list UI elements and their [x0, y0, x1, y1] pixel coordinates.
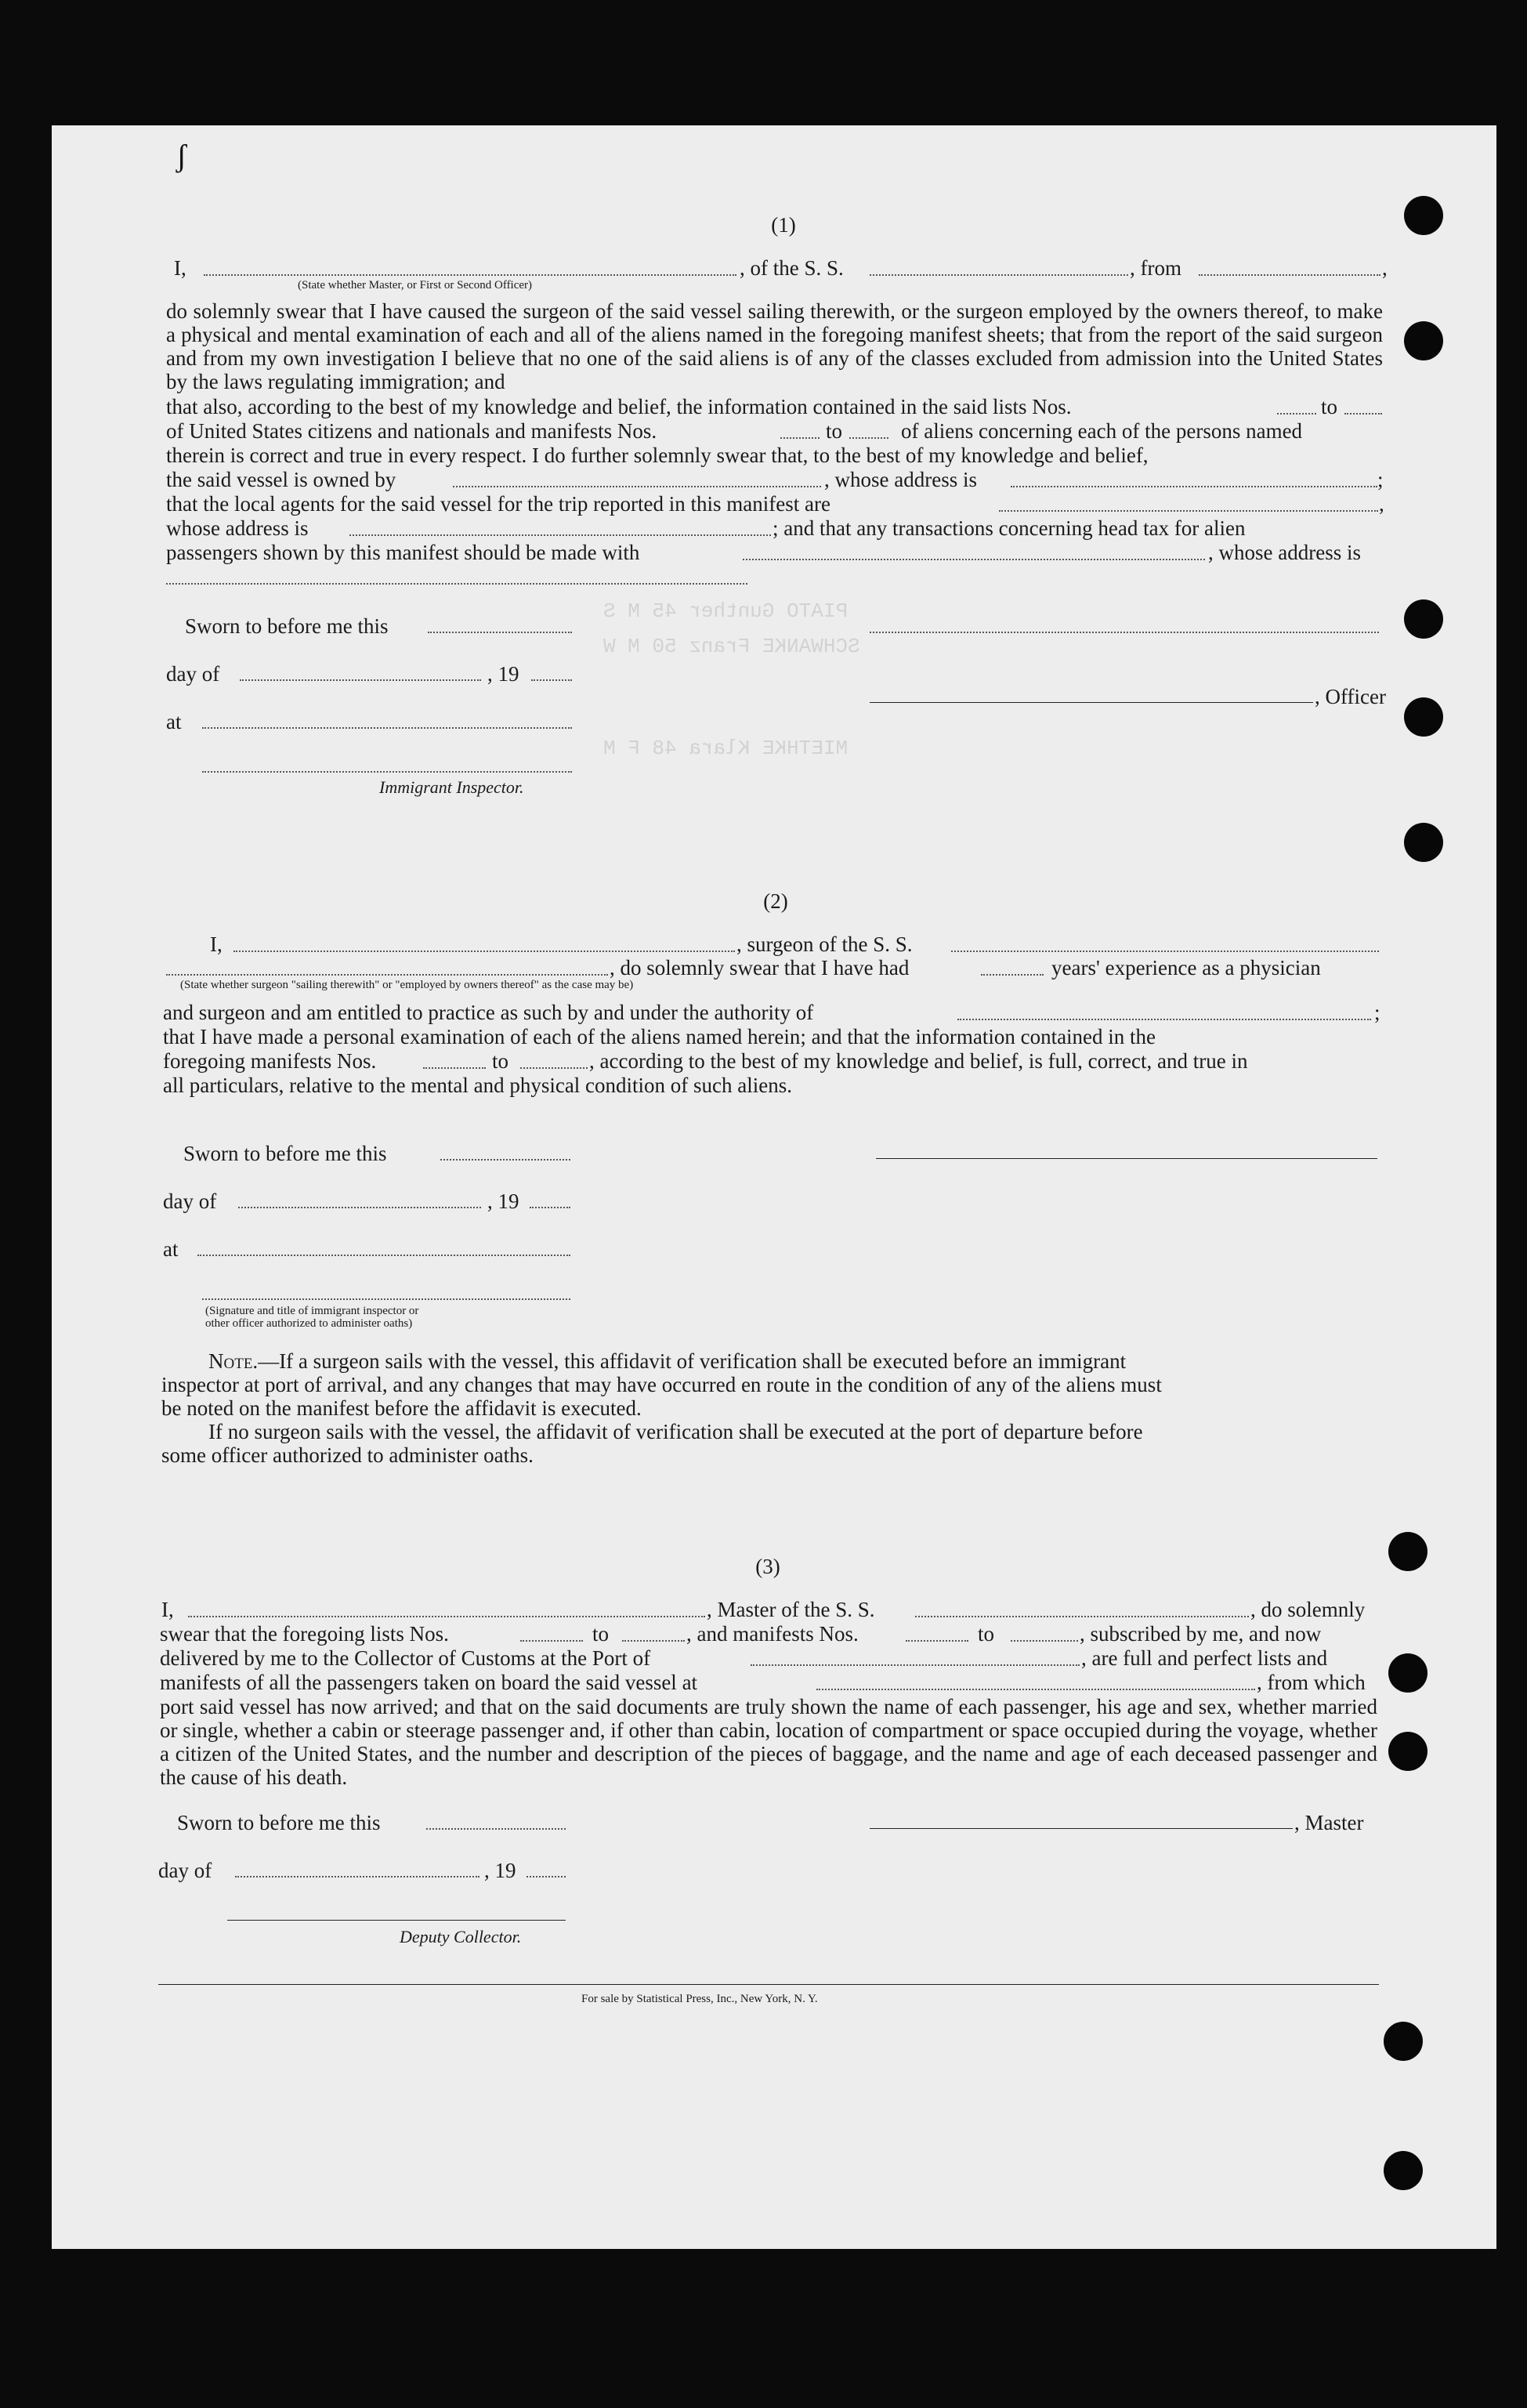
blank-field	[204, 274, 736, 276]
binder-hole	[1404, 823, 1443, 862]
blank-field	[1277, 413, 1316, 415]
s1-whose-address-2: whose address is	[166, 516, 309, 540]
blank-field	[751, 1664, 1080, 1666]
blank-field	[981, 974, 1044, 976]
semicolon: ;	[1377, 468, 1384, 491]
blank-field	[530, 1207, 570, 1208]
blank-field	[1011, 486, 1377, 487]
s2-to: to	[492, 1049, 509, 1073]
s2-all-particulars: all particulars, relative to the mental and physical condition of such aliens.	[163, 1074, 792, 1097]
s2-year: , 19	[487, 1190, 519, 1213]
s1-whose-address: , whose address is	[824, 468, 977, 491]
blank-field	[423, 1067, 486, 1069]
s1-to-2: to	[826, 419, 843, 443]
comma: ,	[1379, 492, 1384, 516]
s3-delivered: delivered by me to the Collector of Customs at the Port of	[160, 1646, 651, 1670]
s3-i: I,	[161, 1598, 174, 1621]
blank-field	[166, 974, 608, 976]
s3-full-perfect: , are full and perfect lists and	[1081, 1646, 1328, 1670]
blank-field	[238, 1207, 481, 1208]
blank-field	[520, 1640, 583, 1642]
blank-field	[1344, 413, 1382, 415]
note-text: —If a surgeon sails with the vessel, this affidavit of verification shall be executed before an immigrant	[258, 1349, 1127, 1373]
s1-line1-from: , from	[1130, 256, 1181, 280]
footer-rule	[158, 1984, 1379, 1985]
blank-field	[202, 727, 572, 729]
bleed-through-text: PIATO Gunther 45 M S	[603, 599, 849, 623]
blank-field	[349, 534, 771, 536]
s1-whose-address-3: , whose address is	[1208, 541, 1361, 564]
blank-field	[197, 1255, 570, 1256]
s1-line-concerning: of aliens concerning each of the persons named	[901, 419, 1303, 443]
s2-years: years' experience as a physician	[1051, 956, 1321, 979]
s3-subscribed: , subscribed by me, and now	[1080, 1622, 1322, 1646]
surgeon-signature-line	[876, 1158, 1377, 1159]
s1-paragraph-a: do solemnly swear that I have caused the surgeon of the said vessel sailing therewith, or the surgeon employed by the owners thereof, to make a physical and mental examination of each and all of the aliens named in the foregoing manifest sheets; that from the report of the said surgeon and from my own investigation I believe that no one of the said aliens is of any of the classes excluded from admission into the United States by the laws regulating immigration; and	[166, 299, 1383, 393]
signature-line	[202, 1298, 570, 1300]
s2-at: at	[163, 1237, 179, 1261]
blank-field	[870, 274, 1128, 276]
s1-line1-i: I,	[174, 256, 186, 280]
binder-hole	[1384, 2151, 1423, 2190]
s3-from-which: , from which	[1257, 1671, 1366, 1694]
blank-field	[240, 679, 481, 681]
binder-hole	[1388, 1532, 1427, 1571]
s2-foregoing: foregoing manifests Nos.	[163, 1049, 377, 1073]
s1-at: at	[166, 710, 182, 733]
bleed-through-text: MIETHKE Klara 48 F M	[603, 737, 849, 760]
s2-do-solemnly: , do solemnly swear that I have had	[610, 956, 910, 979]
semicolon: ;	[1374, 1001, 1380, 1024]
blank-field	[526, 1876, 566, 1878]
s2-signature-note-1: (Signature and title of immigrant inspector or	[205, 1305, 419, 1317]
note-line-4: If no surgeon sails with the vessel, the affidavit of verification shall be executed at the port of departure before	[208, 1420, 1143, 1443]
section-2-number: (2)	[763, 889, 788, 913]
binder-hole	[1388, 1653, 1427, 1693]
s2-surgeon-of: , surgeon of the S. S.	[736, 932, 913, 956]
s1-day-of: day of	[166, 662, 220, 686]
blank-field	[520, 1067, 588, 1069]
s2-and-surgeon: and surgeon and am entitled to practice as such by and under the authority of	[163, 1001, 814, 1024]
bleed-through-text: SCHWANKE Franz 50 M W	[603, 635, 860, 658]
s3-and-manifests: , and manifests Nos.	[686, 1622, 859, 1646]
binder-hole	[1388, 1732, 1427, 1771]
blank-field	[531, 679, 572, 681]
s3-year: , 19	[484, 1859, 516, 1882]
footer-printer: For sale by Statistical Press, Inc., New York, N. Y.	[581, 1993, 818, 2005]
blank-field	[951, 951, 1379, 952]
s3-sworn: Sworn to before me this	[177, 1811, 381, 1834]
blank-field	[440, 1159, 570, 1161]
blank-field	[906, 1640, 968, 1642]
blank-field	[166, 583, 747, 585]
s1-passengers: passengers shown by this manifest should be made with	[166, 541, 640, 564]
s2-personal-exam: that I have made a personal examination of each of the aliens named herein; and that the information contained in the	[163, 1025, 1156, 1048]
s3-manifests-of: manifests of all the passengers taken on board the said vessel at	[160, 1671, 698, 1694]
officer-signature-line	[870, 702, 1313, 703]
comma: ,	[1382, 256, 1388, 280]
blank-field	[957, 1019, 1371, 1020]
blank-field	[743, 559, 1205, 560]
blank-field	[235, 1876, 479, 1878]
master-signature-line	[870, 1828, 1293, 1829]
s1-sworn: Sworn to before me this	[185, 614, 389, 638]
blank-field	[426, 1828, 566, 1830]
s1-to: to	[1321, 395, 1338, 418]
s1-immigrant-inspector: Immigrant Inspector.	[379, 777, 524, 797]
note-line-5: some officer authorized to administer oaths.	[161, 1443, 534, 1467]
s3-to-2: to	[978, 1622, 995, 1646]
s1-line-lists: that also, according to the best of my knowledge and belief, the information contained in the said lists Nos.	[166, 395, 1072, 418]
s1-line-manifests: of United States citizens and nationals and manifests Nos.	[166, 419, 657, 443]
blank-field	[870, 632, 1379, 633]
s3-paragraph: port said vessel has now arrived; and that on the said documents are truly shown the name of each passenger, his age and sex, whether married or single, whether a cabin or steerage passenger and, if other than cabin, location of compartment or space occupied during the voyage, whether a citizen of the United States, and the number and description of the pieces of baggage, and the name and age of each deceased passenger and the cause of his death.	[160, 1695, 1377, 1789]
blank-field	[188, 1616, 705, 1617]
binder-hole	[1404, 599, 1443, 639]
binder-hole	[1384, 2022, 1423, 2061]
blank-field	[780, 437, 820, 439]
s1-year: , 19	[487, 662, 519, 686]
signature-line	[202, 771, 572, 773]
blank-field	[622, 1640, 685, 1642]
s3-master: , Master	[1294, 1811, 1364, 1834]
s3-deputy-collector: Deputy Collector.	[400, 1927, 522, 1946]
blank-field	[453, 486, 821, 487]
blank-field	[915, 1616, 1249, 1617]
blank-field	[233, 951, 735, 952]
s2-according: , according to the best of my knowledge and belief, is full, correct, and true in	[589, 1049, 1248, 1073]
binder-hole	[1404, 196, 1443, 235]
s2-surgeon-note: (State whether surgeon "sailing therewith" or "employed by owners thereof" as the case may be)	[180, 979, 634, 991]
blank-field	[1011, 1640, 1078, 1642]
deputy-collector-line	[227, 1920, 566, 1921]
s1-head-tax: ; and that any transactions concerning head tax for alien	[773, 516, 1246, 540]
s1-officer: , Officer	[1315, 685, 1386, 708]
s1-owned-by: the said vessel is owned by	[166, 468, 396, 491]
section-3-number: (3)	[755, 1555, 780, 1578]
s1-officer-note: (State whether Master, or First or Second Officer)	[298, 279, 533, 291]
s2-sworn: Sworn to before me this	[183, 1142, 387, 1165]
corner-mark: ʃ	[176, 138, 187, 173]
blank-field	[999, 510, 1378, 512]
s1-local-agents: that the local agents for the said vessel for the trip reported in this manifest are	[166, 492, 830, 516]
s2-i: I,	[210, 932, 223, 956]
blank-field	[1199, 274, 1380, 276]
blank-field	[849, 437, 888, 439]
note-label: Note.	[208, 1349, 259, 1373]
s2-day-of: day of	[163, 1190, 217, 1213]
s3-do-solemnly: , do solemnly	[1250, 1598, 1366, 1621]
binder-hole	[1404, 321, 1443, 360]
s1-line-therein: therein is correct and true in every respect. I do further solemnly swear that, to the best of my knowledge and belief,	[166, 444, 1149, 467]
s1-line1-ss: , of the S. S.	[740, 256, 844, 280]
blank-field	[428, 632, 572, 633]
note-line-1	[208, 1349, 1126, 1373]
blank-field	[816, 1689, 1255, 1690]
s3-to-1: to	[592, 1622, 610, 1646]
s2-signature-note-2: other officer authorized to administer oaths)	[205, 1317, 413, 1330]
section-1-number: (1)	[771, 213, 796, 237]
s3-day-of: day of	[158, 1859, 212, 1882]
note-line-2: inspector at port of arrival, and any changes that may have occurred en route in the condition of any of the aliens must	[161, 1373, 1162, 1396]
binder-hole	[1404, 697, 1443, 737]
note-line-3: be noted on the manifest before the affidavit is executed.	[161, 1396, 642, 1420]
s3-swear: swear that the foregoing lists Nos.	[160, 1622, 449, 1646]
s3-master-of: , Master of the S. S.	[707, 1598, 875, 1621]
